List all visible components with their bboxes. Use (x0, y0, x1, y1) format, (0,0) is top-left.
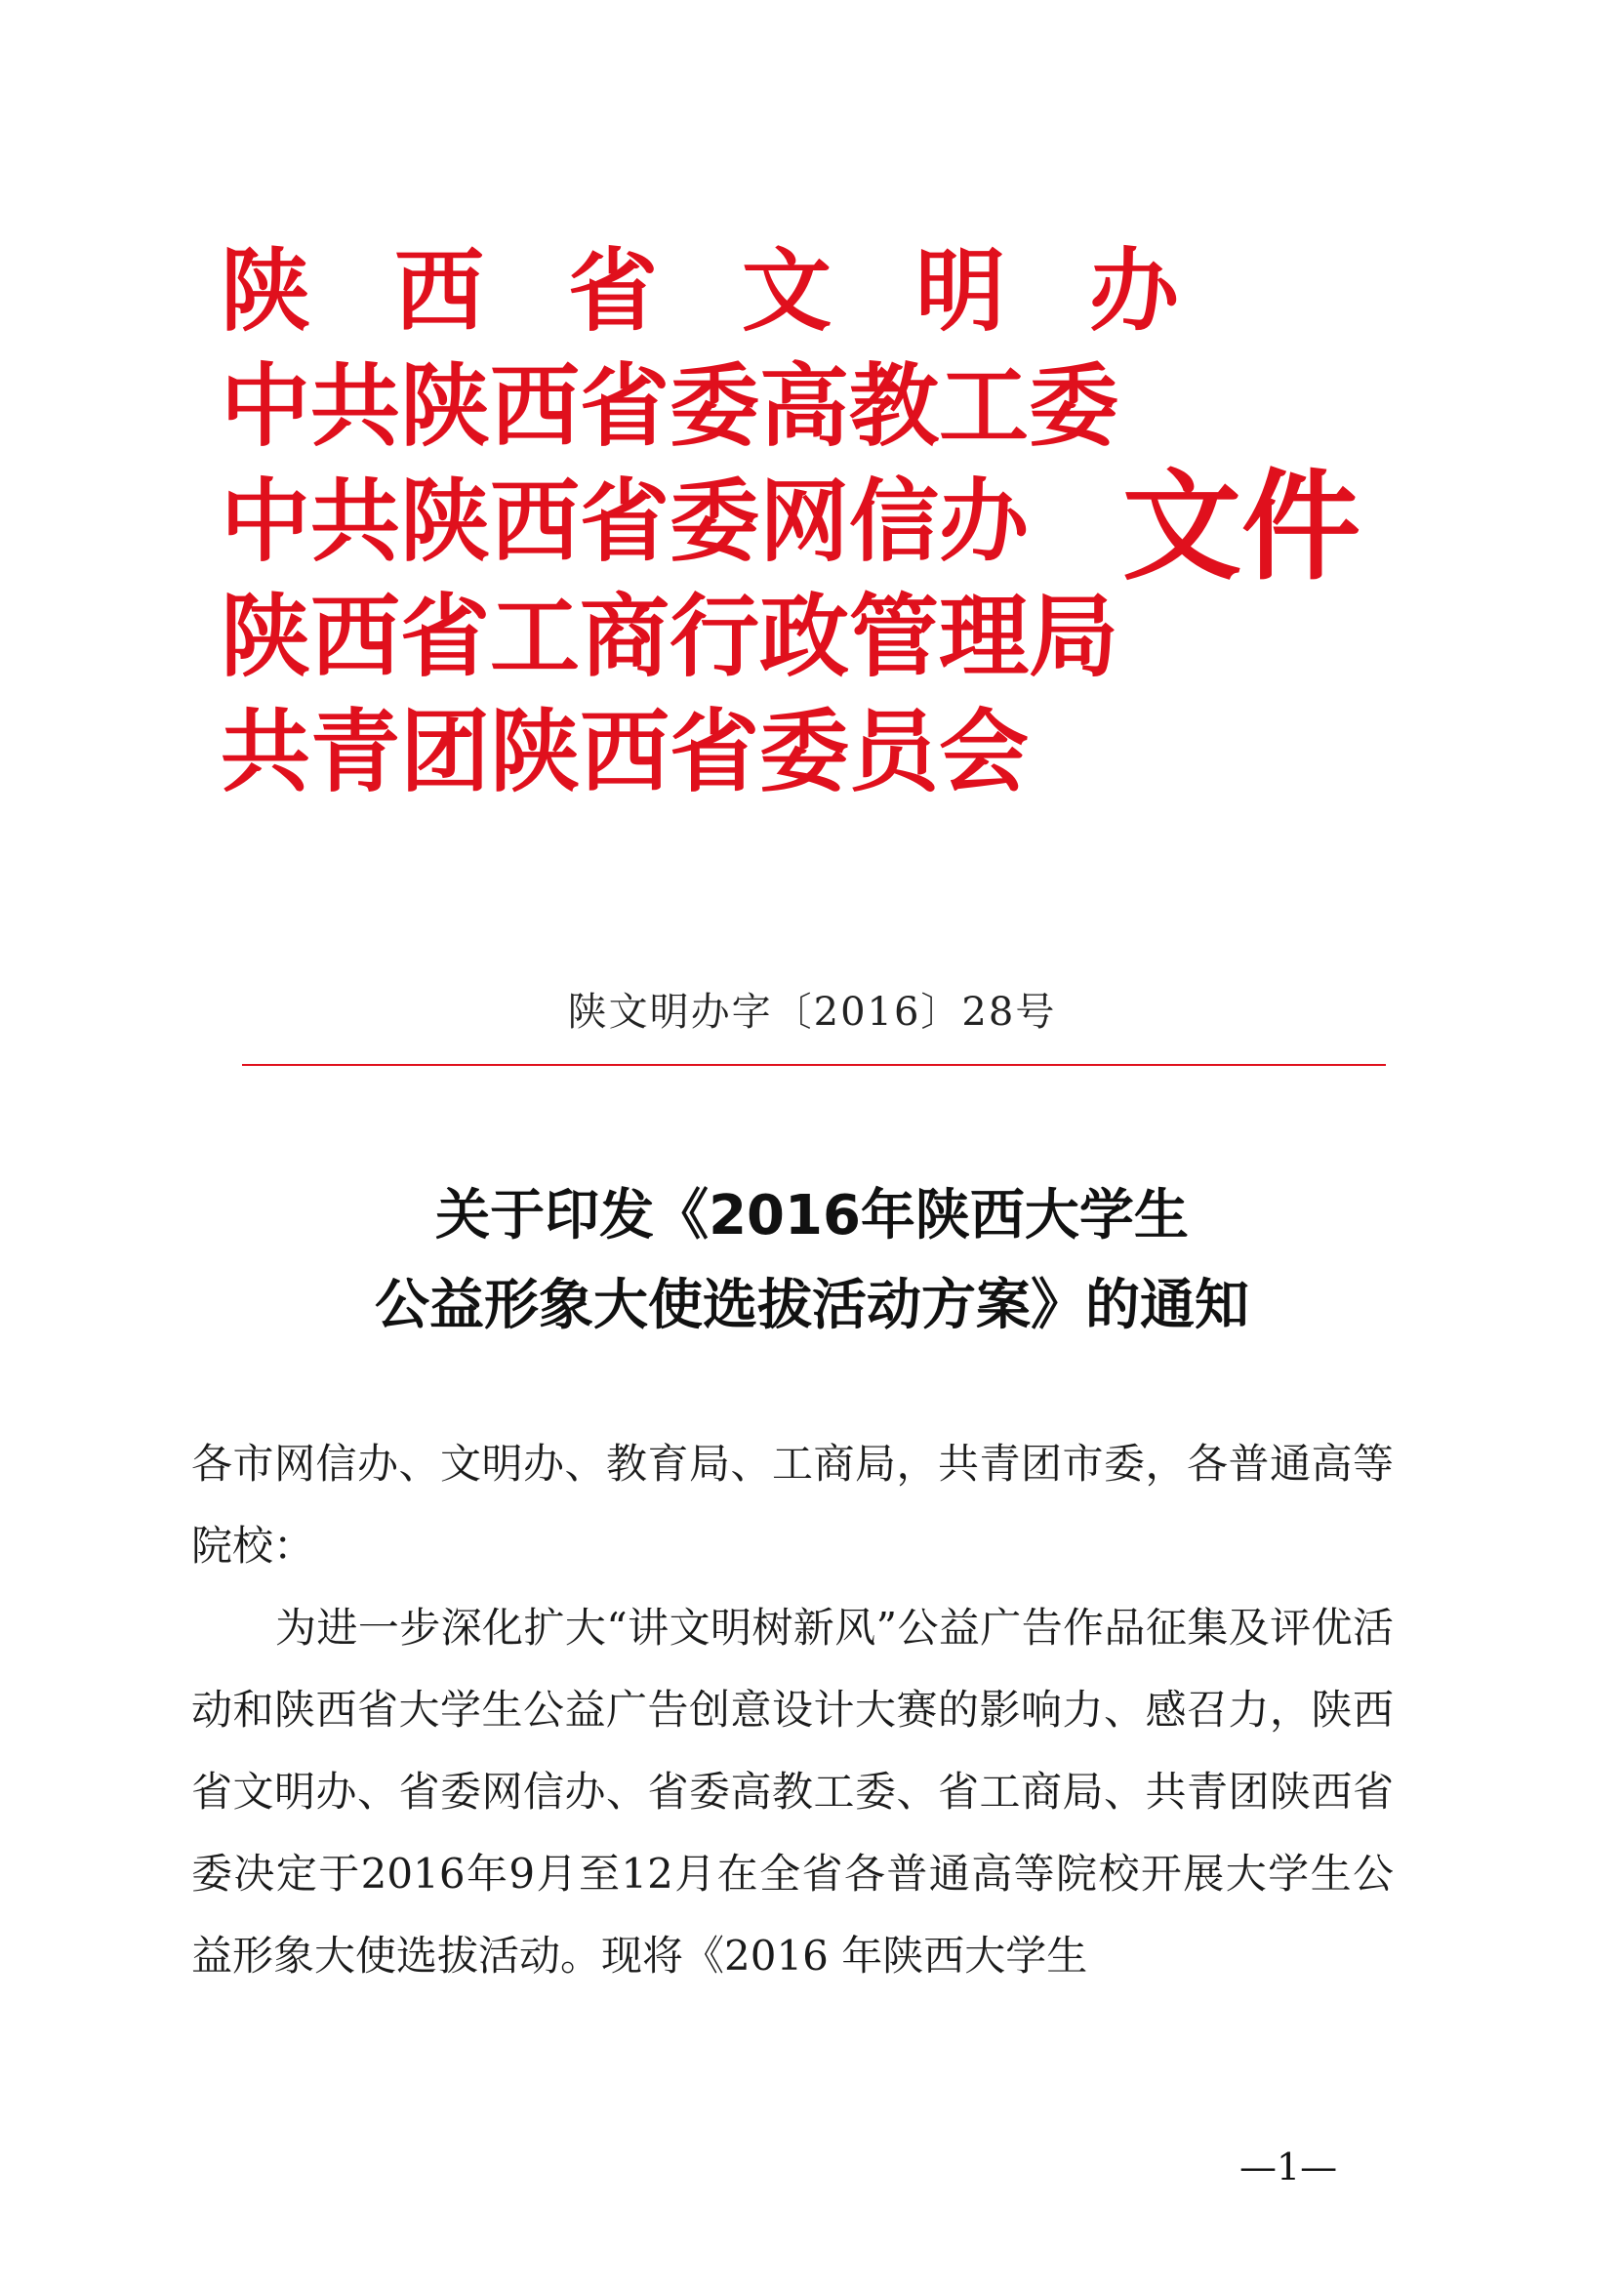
masthead-issuer-1: 陕西省文明办 (221, 239, 1264, 344)
red-divider-line (242, 1064, 1386, 1066)
document-body (191, 1423, 1394, 1997)
masthead-issuer-3: 中共陕西省委网信办 (221, 470, 1030, 574)
masthead-issuer-4: 陕西省工商行政管理局 (221, 585, 1119, 689)
masthead-issuer-2: 中共陕西省委高教工委 (221, 354, 1119, 459)
masthead-document-label: 文件 (1122, 458, 1360, 596)
title-line-1: 关于印发《2016年陕西大学生 (435, 1184, 1189, 1247)
title-line-2: 公益形象大使选拔活动方案》的通知 (375, 1274, 1249, 1337)
document-title (0, 1171, 1624, 1351)
body-paragraph: 为进一步深化扩大“讲文明树新风”公益广告作品征集及评优活动和陕西省大学生公益广告创意设计大赛的影响力、感召力，陕西省文明办、省委网信办、省委高教工委、省工商局、共青团陕西省委决定于2016年9月至12月在全省各普通高等院校开展大学生公益形象大使选拔活动。现将《2016 年陕西大学生 (191, 1604, 1394, 1980)
document-number: 陕文明办字〔2016〕28号 (567, 990, 1057, 1035)
recipients-paragraph: 各市网信办、文明办、教育局、工商局，共青团市委，各普通高等院校： (191, 1440, 1394, 1570)
page-number: —1— (1239, 2145, 1338, 2188)
masthead-issuer-5: 共青团陕西省委员会 (221, 700, 1030, 804)
